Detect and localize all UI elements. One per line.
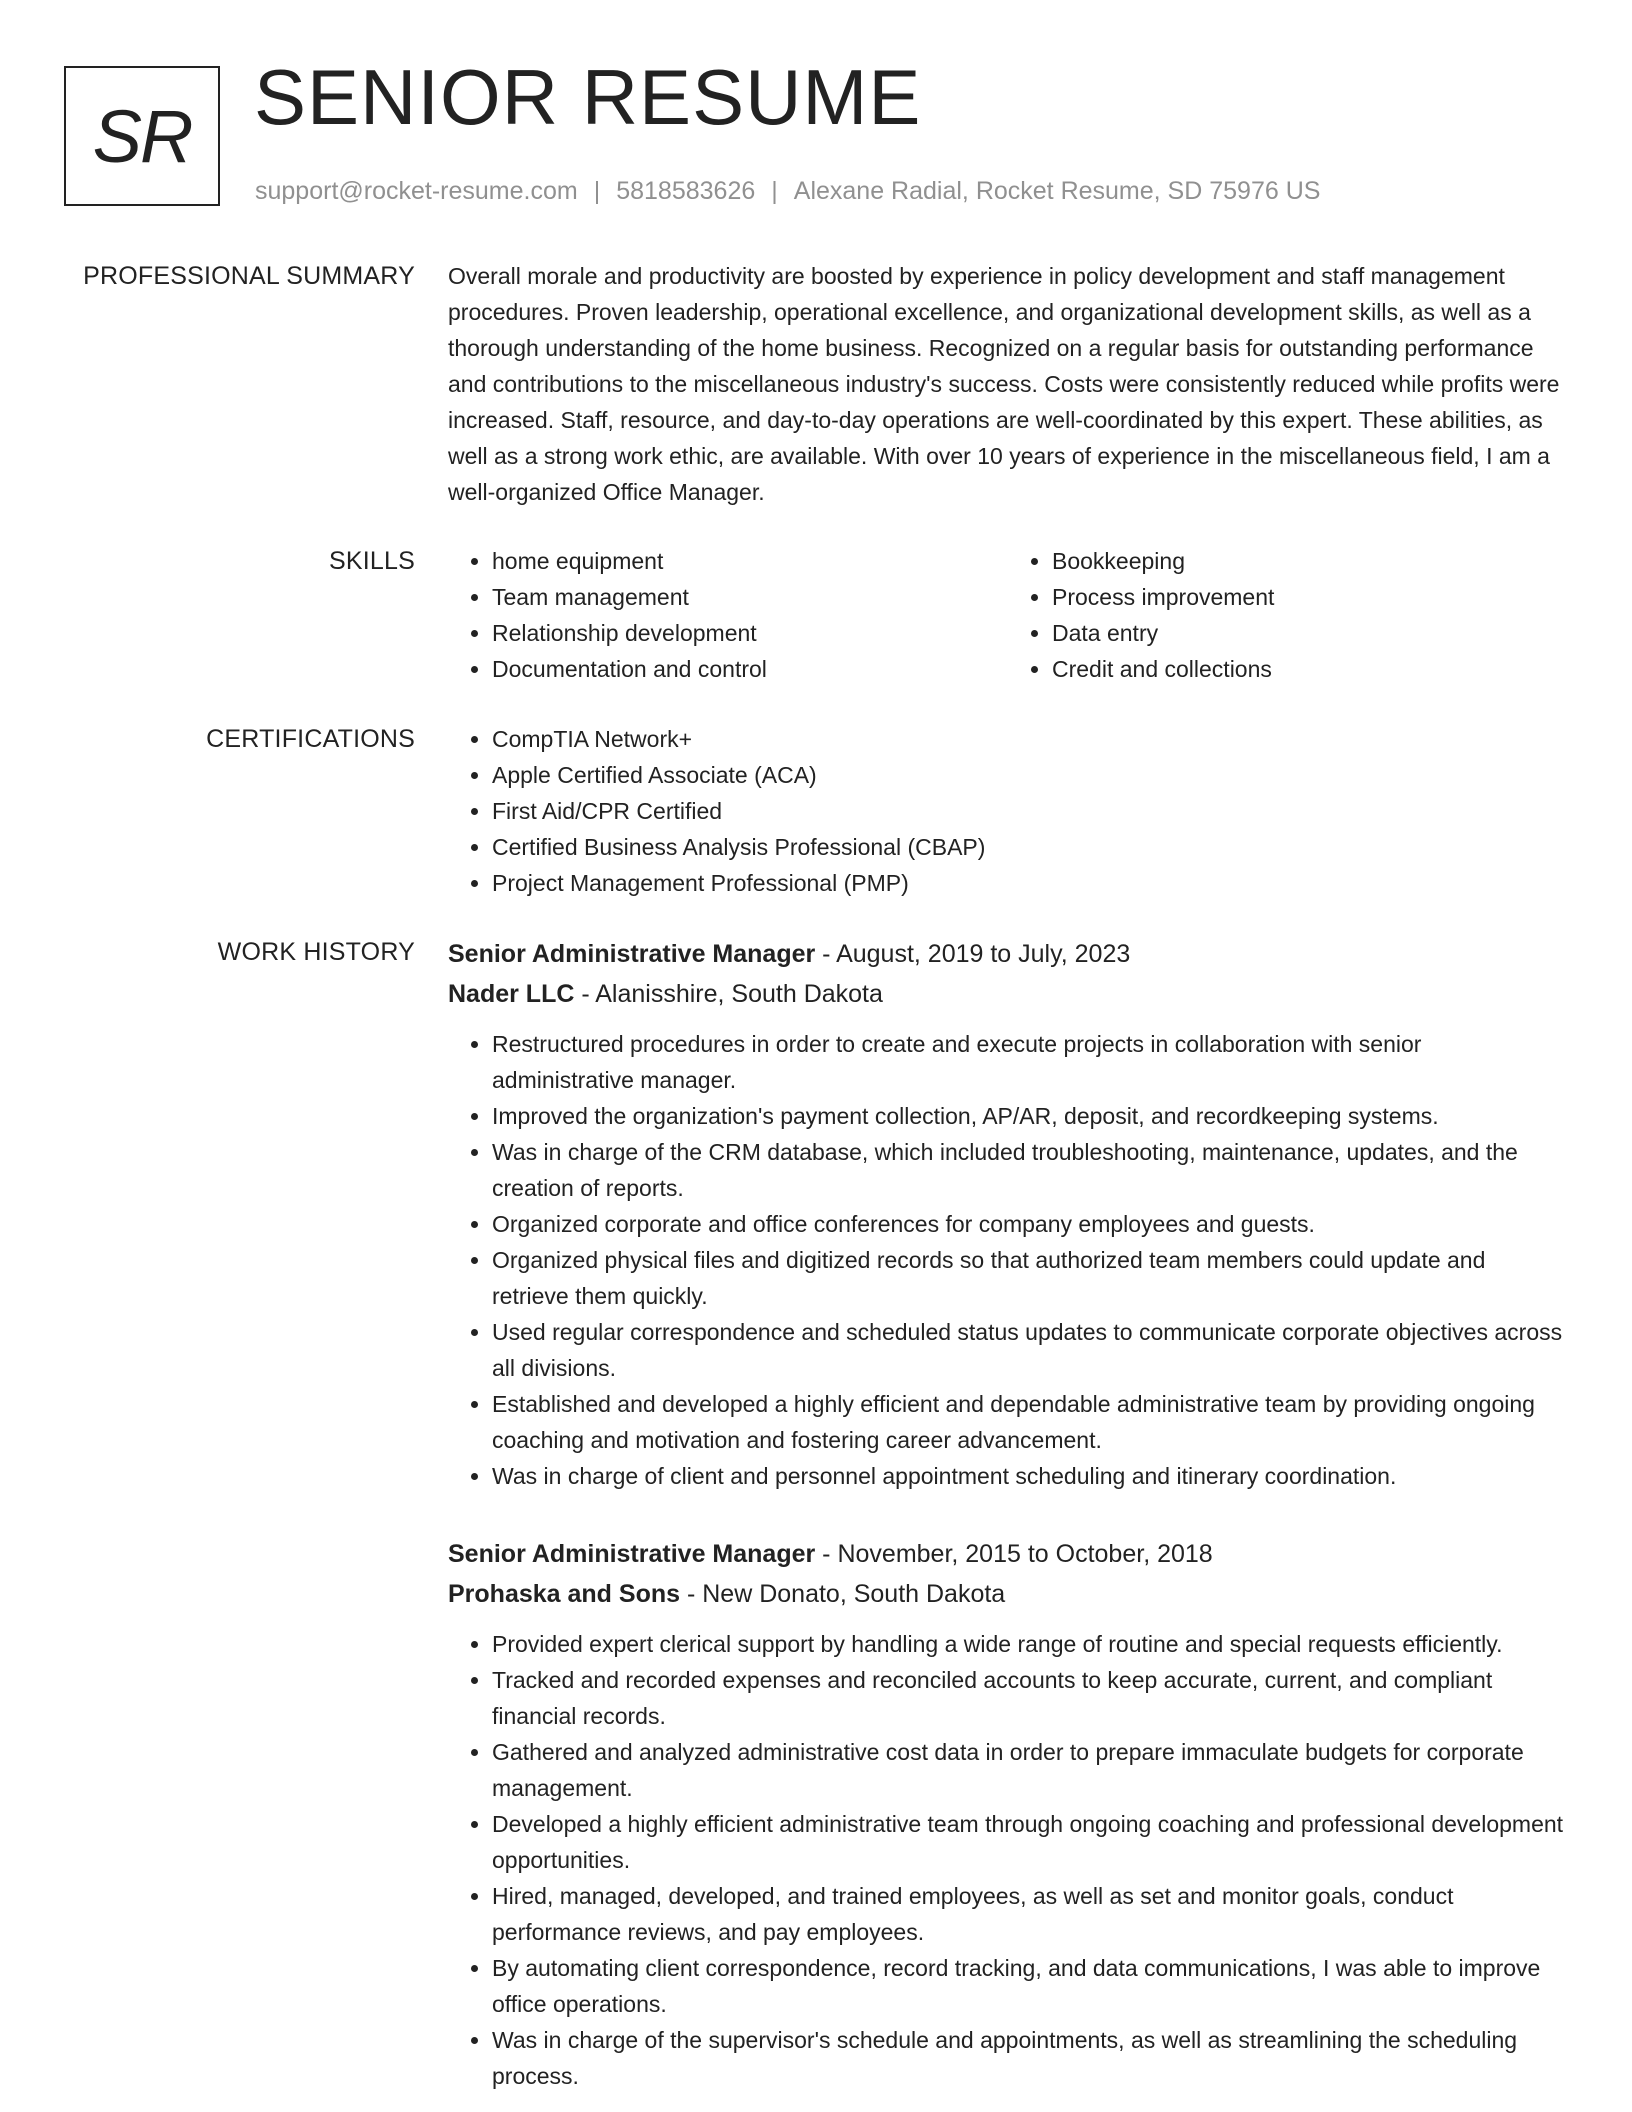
skills-body bbox=[448, 543, 1568, 687]
section-label-work-history: WORK HISTORY bbox=[217, 938, 415, 966]
list-item: • home equipment bbox=[492, 543, 1008, 579]
job-title: Senior Administrative Manager bbox=[448, 940, 816, 968]
skills-list-right bbox=[1008, 543, 1568, 687]
list-item: • Was in charge of client and personnel appointment scheduling and itinerary coordination. bbox=[492, 1458, 1568, 1494]
job-company: Nader LLC bbox=[448, 980, 575, 1008]
list-item: • By automating client correspondence, record tracking, and data communications, I was able to improve office operations. bbox=[492, 1950, 1568, 2022]
list-item: • Was in charge of the CRM database, which included troubleshooting, maintenance, updates, and the creation of reports. bbox=[492, 1134, 1568, 1206]
list-item: • Provided expert clerical support by handling a wide range of routine and special requests efficiently. bbox=[492, 1626, 1568, 1662]
list-item: • Team management bbox=[492, 579, 1008, 615]
list-item: • Bookkeeping bbox=[1052, 543, 1568, 579]
job-title-line bbox=[448, 934, 1568, 974]
section-label-certifications: CERTIFICATIONS bbox=[206, 725, 415, 753]
job-entry bbox=[448, 1534, 1568, 2094]
job-dates: - August, 2019 to July, 2023 bbox=[815, 940, 1131, 968]
section-label-skills: SKILLS bbox=[329, 547, 415, 575]
monogram-badge bbox=[64, 66, 220, 206]
job-location: - Alanisshire, South Dakota bbox=[574, 980, 883, 1008]
list-item: • Credit and collections bbox=[1052, 651, 1568, 687]
skills-grid bbox=[448, 543, 1568, 687]
job-company-line bbox=[448, 1574, 1568, 1614]
list-item: • Gathered and analyzed administrative cost data in order to prepare immaculate budgets for corporate management. bbox=[492, 1734, 1568, 1806]
list-item: • Documentation and control bbox=[492, 651, 1008, 687]
certifications-list bbox=[448, 721, 1568, 901]
list-item: • First Aid/CPR Certified bbox=[492, 793, 1568, 829]
certifications-body bbox=[448, 721, 1568, 901]
list-item: • Relationship development bbox=[492, 615, 1008, 651]
list-item: • Was in charge of the supervisor's schedule and appointments, as well as streamlining the scheduling process. bbox=[492, 2022, 1568, 2094]
contact-address: Alexane Radial, Rocket Resume, SD 75976 US bbox=[793, 177, 1321, 205]
summary-body bbox=[448, 258, 1568, 510]
list-item: • Hired, managed, developed, and trained employees, as well as set and monitor goals, conduct performance reviews, and pay employees. bbox=[492, 1878, 1568, 1950]
job-location: - New Donato, South Dakota bbox=[680, 1580, 1006, 1608]
list-item: • Apple Certified Associate (ACA) bbox=[492, 757, 1568, 793]
contact-separator: | bbox=[771, 177, 778, 205]
contact-phone: 5818583626 bbox=[616, 177, 756, 205]
list-item: • Tracked and recorded expenses and reconciled accounts to keep accurate, current, and compliant financial records. bbox=[492, 1662, 1568, 1734]
list-item: • Restructured procedures in order to create and execute projects in collaboration with senior administrative manager. bbox=[492, 1026, 1568, 1098]
job-bullets bbox=[448, 1026, 1568, 1494]
list-item: • Used regular correspondence and scheduled status updates to communicate corporate objectives across all divisions. bbox=[492, 1314, 1568, 1386]
list-item: • CompTIA Network+ bbox=[492, 721, 1568, 757]
section-label-summary: PROFESSIONAL SUMMARY bbox=[83, 262, 415, 290]
job-dates: - November, 2015 to October, 2018 bbox=[815, 1540, 1213, 1568]
skills-list-left bbox=[448, 543, 1008, 687]
job-company: Prohaska and Sons bbox=[448, 1580, 681, 1608]
job-bullets bbox=[448, 1626, 1568, 2094]
list-item: • Data entry bbox=[1052, 615, 1568, 651]
list-item: • Developed a highly efficient administrative team through ongoing coaching and professional development opportunities. bbox=[492, 1806, 1568, 1878]
list-item: • Organized corporate and office conferences for company employees and guests. bbox=[492, 1206, 1568, 1242]
job-entry bbox=[448, 934, 1568, 1494]
list-item: • Organized physical files and digitized records so that authorized team members could update and retrieve them quickly. bbox=[492, 1242, 1568, 1314]
list-item: • Certified Business Analysis Professional (CBAP) bbox=[492, 829, 1568, 865]
list-item: • Process improvement bbox=[1052, 579, 1568, 615]
job-company-line bbox=[448, 974, 1568, 1014]
list-item: • Project Management Professional (PMP) bbox=[492, 865, 1568, 901]
list-item: • Improved the organization's payment collection, AP/AR, deposit, and recordkeeping systems. bbox=[492, 1098, 1568, 1134]
monogram-initials: SR bbox=[92, 94, 192, 178]
contact-line bbox=[255, 176, 1320, 206]
contact-separator: | bbox=[593, 177, 601, 205]
work-history-body bbox=[448, 934, 1568, 2094]
resume-name: SENIOR RESUME bbox=[254, 53, 922, 141]
job-title-line bbox=[448, 1534, 1568, 1574]
summary-text: Overall morale and productivity are boosted by experience in policy development and staff management procedures. Proven leadership, operational excellence, and organizational development skills, as well as a thorough understanding of the home business. Recognized on a regular basis for outstanding performance and contributions to the miscellaneous industry's success. Costs were consistently reduced while profits were increased. Staff, resource, and day-to-day operations are well-coordinated by this expert. These abilities, as well as a strong work ethic, are available. With over 10 years of experience in the miscellaneous field, I am a well-organized Office Manager. bbox=[448, 263, 1560, 505]
list-item: • Established and developed a highly efficient and dependable administrative team by providing ongoing coaching and motivation and fostering career advancement. bbox=[492, 1386, 1568, 1458]
contact-email: support@rocket-resume.com bbox=[255, 177, 578, 205]
job-title: Senior Administrative Manager bbox=[448, 1540, 816, 1568]
